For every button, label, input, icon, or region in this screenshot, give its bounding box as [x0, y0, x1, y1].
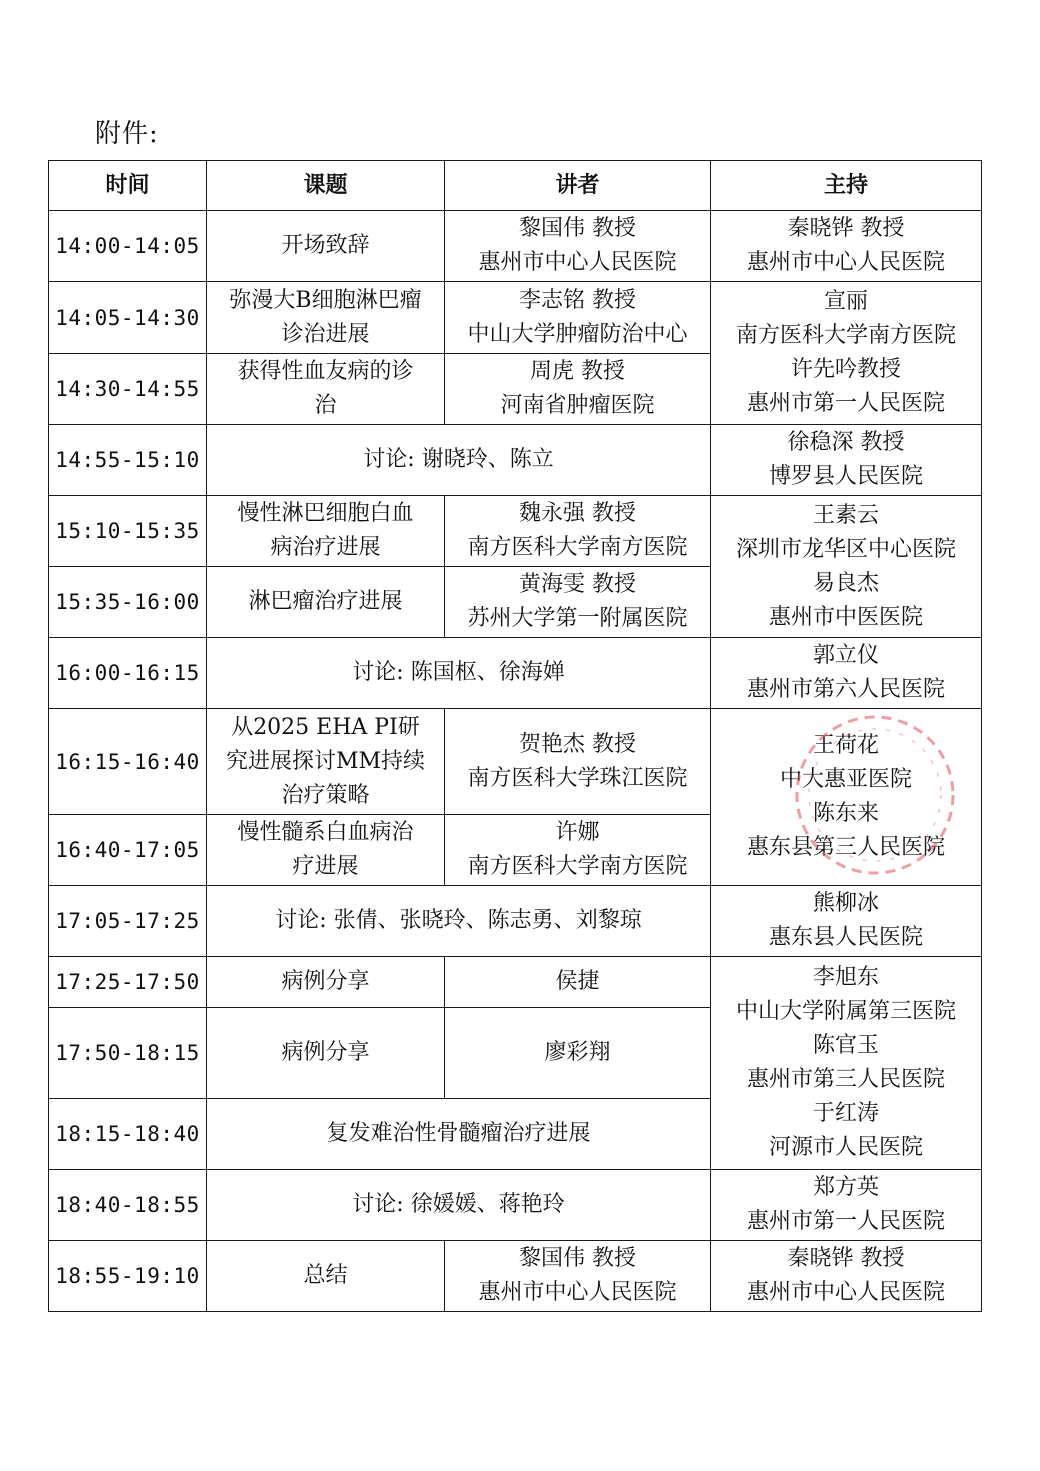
speaker-line: 惠州市中心人民医院 [478, 250, 677, 275]
time-cell: 15:10-15:35 [49, 496, 207, 567]
host-line: 易良杰 [812, 570, 879, 596]
header-host: 主持 [711, 161, 982, 211]
discussion-cell: 讨论: 陈国枢、徐海婵 [207, 638, 711, 709]
time-cell: 16:40-17:05 [49, 815, 207, 886]
speaker-cell [445, 282, 711, 354]
speaker-line: 黎国伟 教授 [519, 216, 636, 241]
host-cell [711, 425, 982, 496]
session-topic-cell: 复发难治性骨髓瘤治疗进展 [207, 1099, 711, 1170]
topic-line: 究进展探讨MM持续 [225, 748, 426, 774]
speaker-line: 南方医科大学南方医院 [467, 535, 688, 560]
time-cell: 18:55-19:10 [49, 1241, 207, 1312]
speaker-line: 河南省肿瘤医院 [500, 393, 655, 418]
host-line: 惠东县第三人民医院 [746, 835, 945, 860]
time-cell: 17:50-18:15 [49, 1008, 207, 1099]
topic-cell [207, 282, 445, 354]
table-row [49, 1170, 982, 1241]
time-cell: 16:15-16:40 [49, 709, 207, 815]
schedule-table [48, 160, 982, 1312]
host-line: 中山大学附属第三医院 [735, 999, 956, 1024]
speaker-cell: 廖彩翔 [445, 1008, 711, 1099]
speaker-line: 周虎 教授 [530, 359, 625, 384]
speaker-cell [445, 567, 711, 638]
host-cell [711, 282, 982, 425]
topic-line: 从2025 EHA PI研 [231, 714, 420, 740]
speaker-line: 贺艳杰 教授 [519, 731, 636, 757]
host-cell [711, 1241, 982, 1312]
topic-line: 疗进展 [292, 854, 359, 879]
time-cell: 14:05-14:30 [49, 282, 207, 354]
host-line: 徐稳深 教授 [787, 430, 905, 455]
host-cell [711, 709, 982, 886]
host-line: 秦晓铧 教授 [787, 1246, 905, 1271]
header-time: 时间 [49, 161, 207, 211]
table-row [49, 282, 982, 354]
speaker-cell [445, 354, 711, 425]
host-line: 于红涛 [812, 1101, 879, 1126]
header-speaker: 讲者 [445, 161, 711, 211]
host-line: 许先吟教授 [790, 357, 901, 382]
topic-cell [207, 815, 445, 886]
topic-line: 淋巴瘤治疗进展 [248, 589, 403, 614]
discussion-cell: 讨论: 张倩、张晓玲、陈志勇、刘黎琼 [207, 886, 711, 957]
host-line: 惠州市第六人民医院 [746, 677, 945, 702]
attachment-label: 附件: [95, 119, 159, 149]
topic-line: 诊治进展 [281, 321, 370, 347]
speaker-line: 李志铭 教授 [519, 287, 636, 313]
host-cell [711, 1170, 982, 1241]
topic-cell [207, 496, 445, 567]
speaker-cell [445, 496, 711, 567]
topic-cell [207, 567, 445, 638]
speaker-line: 南方医科大学南方医院 [467, 854, 688, 879]
speaker-line: 魏永强 教授 [519, 501, 636, 526]
time-cell: 14:30-14:55 [49, 354, 207, 425]
host-line: 惠州市中心人民医院 [746, 250, 945, 275]
host-line: 陈东来 [812, 801, 879, 826]
speaker-line: 许娜 [555, 820, 600, 845]
speaker-cell [445, 815, 711, 886]
discussion-cell: 讨论: 徐媛媛、蒋艳玲 [207, 1170, 711, 1241]
time-cell: 17:05-17:25 [49, 886, 207, 957]
host-line: 陈官玉 [812, 1033, 879, 1058]
topic-cell: 总结 [207, 1241, 445, 1312]
host-line: 郭立仪 [812, 643, 879, 668]
topic-line: 治疗策略 [281, 782, 370, 808]
time-cell: 14:55-15:10 [49, 425, 207, 496]
speaker-cell [445, 211, 711, 282]
host-cell [711, 211, 982, 282]
speaker-line: 苏州大学第一附属医院 [467, 606, 688, 631]
topic-cell: 病例分享 [207, 1008, 445, 1099]
topic-cell [207, 354, 445, 425]
host-line: 南方医科大学南方医院 [735, 323, 956, 348]
topic-line: 慢性髓系白血病治 [237, 820, 414, 845]
time-cell: 17:25-17:50 [49, 957, 207, 1008]
speaker-line: 黄海雯 教授 [519, 572, 636, 597]
time-cell: 18:15-18:40 [49, 1099, 207, 1170]
speaker-line: 黎国伟 教授 [519, 1246, 636, 1271]
speaker-line: 惠州市中心人民医院 [478, 1280, 677, 1305]
host-line: 中大惠亚医院 [779, 767, 912, 792]
topic-line: 病治疗进展 [270, 535, 381, 560]
host-line: 惠州市第一人民医院 [746, 391, 945, 416]
topic-cell: 病例分享 [207, 957, 445, 1008]
host-line: 惠州市中医医院 [768, 604, 923, 630]
table-row [49, 496, 982, 567]
time-cell: 18:40-18:55 [49, 1170, 207, 1241]
speaker-cell: 侯捷 [445, 957, 711, 1008]
host-line: 惠州市第一人民医院 [746, 1209, 945, 1234]
host-cell [711, 886, 982, 957]
host-line: 惠东县人民医院 [768, 925, 923, 950]
table-row [49, 425, 982, 496]
speaker-line: 南方医科大学珠江医院 [467, 765, 688, 791]
host-line: 秦晓铧 教授 [787, 216, 905, 241]
host-cell [711, 496, 982, 638]
table-row [49, 957, 982, 1008]
topic-cell [207, 709, 445, 815]
topic-line: 治 [314, 393, 337, 418]
time-cell: 16:00-16:15 [49, 638, 207, 709]
host-line: 熊柳冰 [812, 891, 879, 916]
table-row [49, 211, 982, 282]
header-topic: 课题 [207, 161, 445, 211]
host-line: 郑方英 [812, 1175, 879, 1200]
topic-line: 慢性淋巴细胞白血 [237, 501, 414, 526]
table-header-row [49, 161, 982, 211]
table-row [49, 886, 982, 957]
host-line: 河源市人民医院 [768, 1135, 923, 1160]
host-cell [711, 638, 982, 709]
time-cell: 14:00-14:05 [49, 211, 207, 282]
speaker-cell [445, 709, 711, 815]
host-cell [711, 957, 982, 1170]
host-line: 王荷花 [812, 733, 879, 758]
time-cell: 15:35-16:00 [49, 567, 207, 638]
table-row [49, 1241, 982, 1312]
host-line: 惠州市中心人民医院 [746, 1280, 945, 1305]
host-line: 王素云 [812, 502, 879, 528]
host-line: 惠州市第三人民医院 [746, 1067, 945, 1092]
speaker-cell [445, 1241, 711, 1312]
topic-line: 弥漫大B细胞淋巴瘤 [229, 287, 422, 313]
host-line: 深圳市龙华区中心医院 [735, 536, 956, 562]
host-line: 博罗县人民医院 [768, 464, 923, 489]
topic-line: 开场致辞 [281, 233, 370, 258]
host-line: 李旭东 [812, 965, 879, 990]
speaker-line: 中山大学肿瘤防治中心 [467, 321, 688, 347]
table-row [49, 638, 982, 709]
topic-cell [207, 211, 445, 282]
table-row [49, 709, 982, 815]
topic-line: 获得性血友病的诊 [237, 359, 414, 384]
discussion-cell: 讨论: 谢晓玲、陈立 [207, 425, 711, 496]
host-line: 宣丽 [823, 289, 868, 314]
